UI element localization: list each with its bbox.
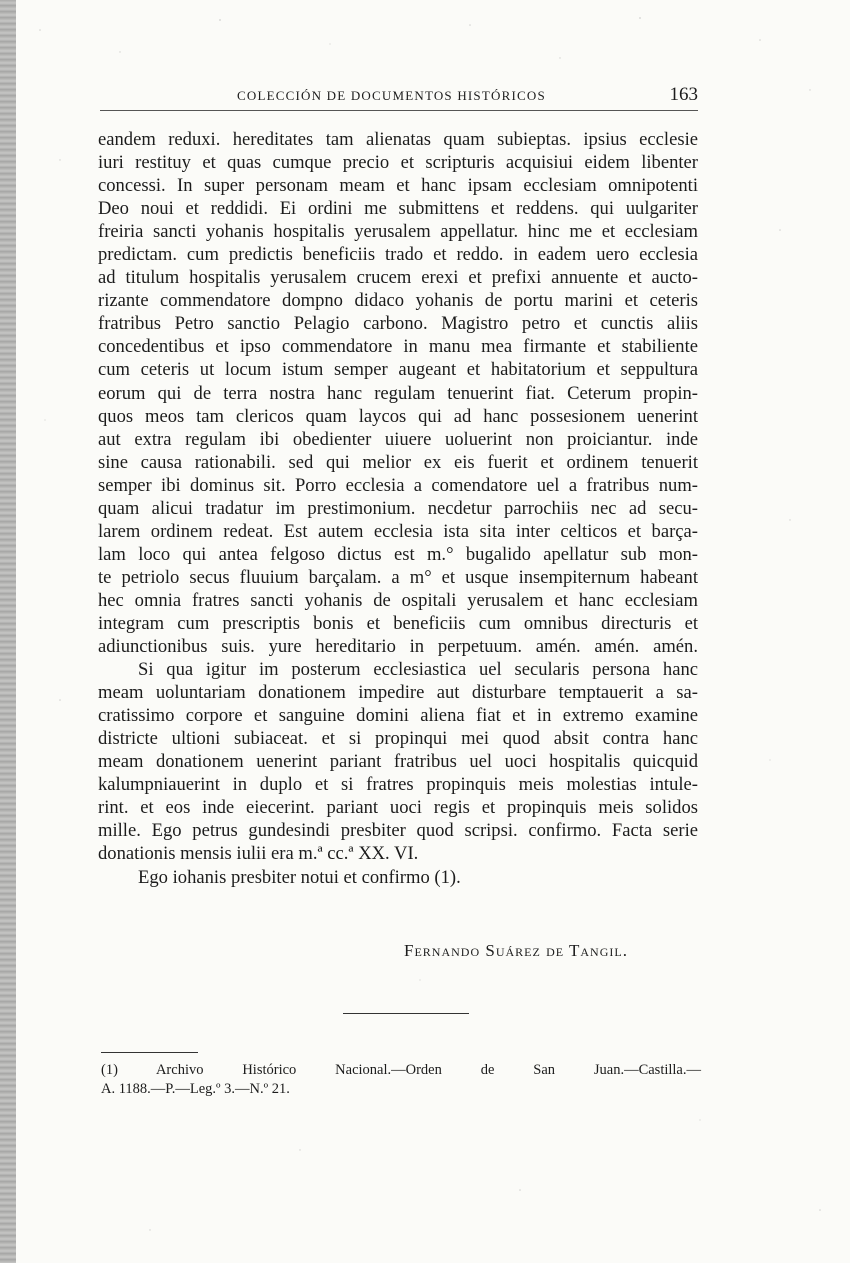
author-signature: Fernando Suárez de Tangil.	[404, 941, 628, 960]
text-line: cum ceteris ut locum istum semper augeant et habitatorium et seppultura	[98, 359, 698, 381]
text-line: quos meos tam clericos quam laycos qui ad hanc possesionem uenerint	[98, 405, 698, 427]
section-separator	[343, 1013, 469, 1014]
text-line: larem ordinem redeat. Est autem ecclesia ista sita inter celticos et barça-	[98, 520, 698, 542]
header-title: COLECCIÓN DE DOCUMENTOS HISTÓRICOS	[237, 88, 546, 103]
document-body	[98, 128, 698, 889]
text-line: mille. Ego petrus gundesindi presbiter quod scripsi. confirmo. Facta serie	[98, 820, 698, 842]
footnote-line: A. 1188.—P.—Leg.º 3.—N.º 21.	[101, 1081, 290, 1097]
footnote-line: (1) Archivo Histórico Nacional.—Orden de San Juan.—Castilla.—	[101, 1062, 701, 1078]
text-line: rint. et eos inde eiecerint. pariant uoci regis et propinquis meis solidos	[98, 797, 698, 819]
text-line: aut extra regulam ibi obedienter uiuere uoluerint non proiciantur. inde	[98, 428, 698, 450]
footnote-rule	[101, 1052, 198, 1053]
text-line: concedentibus et ipso commendatore in manu mea firmante et stabiliente	[98, 336, 698, 358]
text-line: cratissimo corpore et sanguine domini aliena fiat et in extremo examine	[98, 705, 698, 727]
text-line: districte ultioni subiaceat. et si propinqui mei quod absit contra hanc	[98, 728, 698, 750]
text-line: fratribus Petro sanctio Pelagio carbono. Magistro petro et cunctis aliis	[98, 313, 698, 335]
text-line: eorum qui de terra nostra hanc regulam tenuerint fiat. Ceterum propin-	[98, 382, 698, 404]
text-line: Ego iohanis presbiter notui et confirmo (1).	[138, 866, 461, 888]
paragraph-1	[98, 128, 698, 658]
paragraph-3	[98, 866, 698, 889]
text-line: semper ibi dominus sit. Porro ecclesia a comendatore uel a fratribus num-	[98, 474, 698, 496]
page-number: 163	[669, 84, 698, 105]
text-line: te petriolo secus fluuium barçalam. a m° et usque insempiternum habeant	[98, 566, 698, 588]
text-line: Si qua igitur im posterum ecclesiastica uel secularis persona hanc	[138, 659, 698, 681]
text-line: ad titulum hospitalis yerusalem crucem erexi et prefixi annuente et aucto-	[98, 267, 698, 289]
text-line: predictam. cum predictis beneficiis trado et reddo. in eadem uero ecclesia	[98, 244, 698, 266]
text-line: lam loco qui antea felgoso dictus est m.° bugalido apellatur sub mon-	[98, 543, 698, 565]
text-line: rizante commendatore dompno didaco yohanis de portu marini et ceteris	[98, 290, 698, 312]
text-line: meam uoluntariam donationem impedire aut disturbare temptauerit a sa-	[98, 682, 698, 704]
text-line: hec omnia fratres sancti yohanis de ospitali yerusalem et hanc ecclesiam	[98, 589, 698, 611]
text-line: eandem reduxi. hereditates tam alienatas quam subieptas. ipsius ecclesie	[98, 129, 698, 150]
text-line: adiunctionibus suis. yure hereditario in perpetuum. amén. amén. amén.	[98, 636, 698, 658]
text-line: freiria sancti yohanis hospitalis yerusalem appellatur. hinc me et ecclesiam	[98, 221, 698, 243]
scan-binding-edge	[0, 0, 16, 1263]
text-line: concessi. In super personam meam et hanc ipsam ecclesiam omnipotenti	[98, 175, 698, 197]
running-header	[100, 86, 698, 114]
text-line: Deo noui et reddidi. Ei ordini me submittens et reddens. qui uulgariter	[98, 198, 698, 220]
text-line: donationis mensis iulii era m.ª cc.ª XX. VI.	[98, 843, 419, 865]
header-rule	[100, 110, 698, 111]
text-line: meam donationem uenerint pariant fratribus uel uoci hospitalis quicquid	[98, 751, 698, 773]
text-line: sine causa rationabili. sed qui melior ex eis fuerit et ordinem tenuerit	[98, 451, 698, 473]
paragraph-2	[98, 658, 698, 865]
text-line: iuri restituy et quas cumque precio et scripturis acquisiui eidem libenter	[98, 152, 698, 174]
text-line: quam alicui tradatur im prestimonium. necdetur parrochiis nec ad secu-	[98, 497, 698, 519]
footnote	[101, 1061, 701, 1099]
text-line: kalumpniauerint in duplo et si fratres propinquis meis molestias intule-	[98, 774, 698, 796]
text-line: integram cum prescriptis bonis et beneficiis cum omnibus directuris et	[98, 612, 698, 634]
